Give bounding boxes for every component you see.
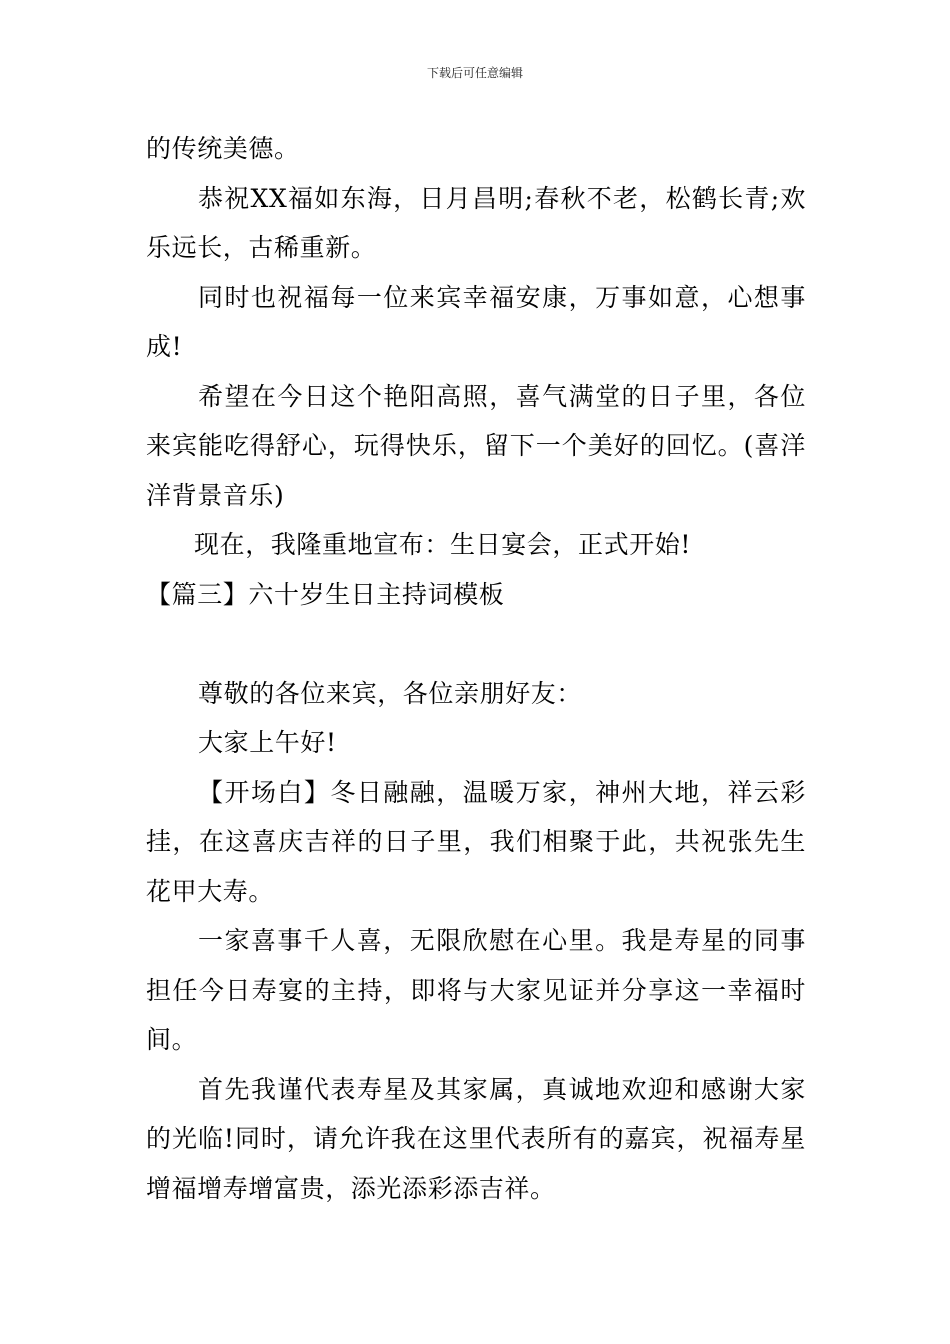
paragraph-host-intro: 一家喜事千人喜，无限欣慰在心里。我是寿星的同事担任今日寿宴的主持，即将与大家见证并分享这一幸福时间。: [146, 926, 806, 1054]
paragraph-welcome: 首先我谨代表寿星及其家属，真诚地欢迎和感谢大家的光临!同时，请允许我在这里代表所有的嘉宾，祝福寿星增福增寿增富贵，添光添彩添吉祥。: [146, 1074, 806, 1203]
paragraph-salutation: 尊敬的各位来宾，各位亲朋好友：: [198, 678, 583, 708]
paragraph-blessing: 恭祝XX福如东海，日月昌明;春秋不老，松鹤长青;欢乐远长，古稀重新。: [146, 183, 806, 262]
page-header: 下载后可任意编辑: [426, 66, 523, 80]
paragraph-continuation: 的传统美德。: [146, 134, 300, 163]
paragraph-guest-wishes: 同时也祝福每一位来宾幸福安康，万事如意，心想事成!: [146, 282, 806, 361]
paragraph-opening: 【开场白】冬日融融，温暖万家，神州大地，祥云彩挂，在这喜庆吉祥的日子里，我们相聚于此，共祝张先生花甲大寿。: [146, 777, 806, 906]
paragraph-hope: 希望在今日这个艳阳高照，喜气满堂的日子里，各位来宾能吃得舒心，玩得快乐，留下一个美好的回忆。(喜洋洋背景音乐): [146, 381, 806, 510]
section-heading: 【篇三】六十岁生日主持词模板: [146, 579, 505, 609]
paragraph-announcement: 现在，我隆重地宣布：生日宴会，正式开始!: [194, 530, 692, 559]
document-body: [146, 124, 806, 1213]
paragraph-greeting: 大家上午好!: [198, 728, 337, 757]
blank-line: [146, 619, 806, 669]
